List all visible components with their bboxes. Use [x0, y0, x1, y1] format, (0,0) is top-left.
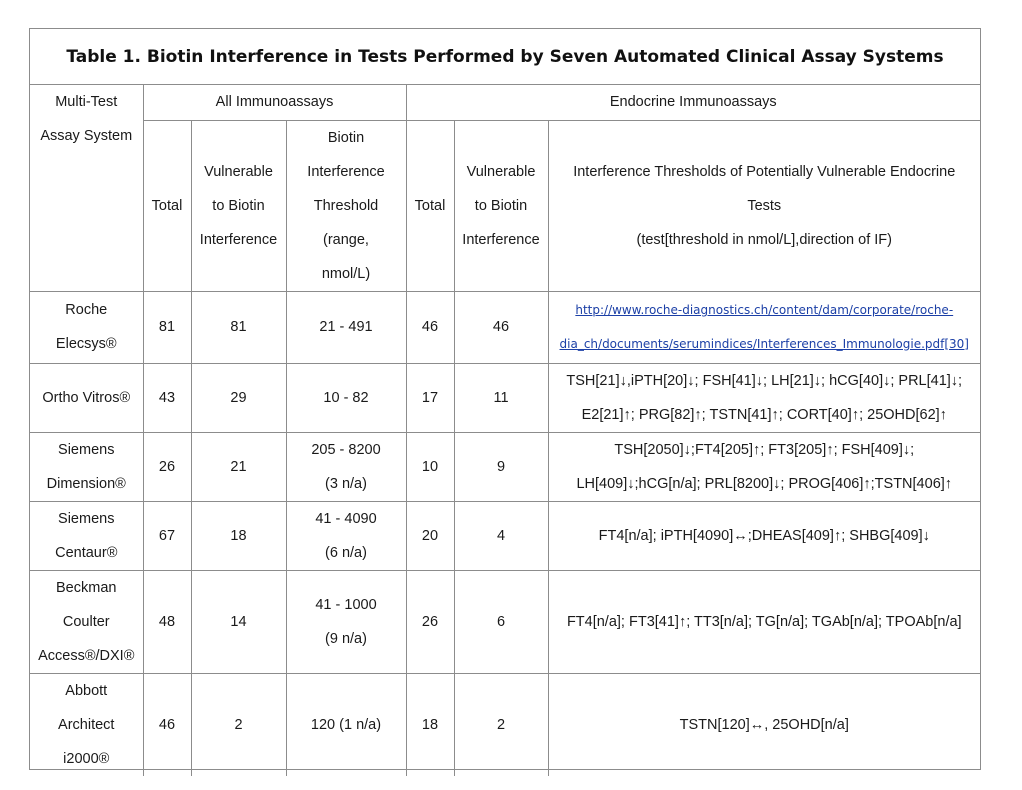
cell-endo-vulnerable: 9 [454, 432, 548, 501]
roche-link-line2[interactable]: dia_ch/documents/serumindices/Interferences_Immunologie.pdf[30] [559, 337, 969, 351]
cell-vulnerable: 18 [191, 501, 286, 570]
cell-endo-vulnerable: 11 [454, 363, 548, 432]
cell-endo-thresholds: FT4[n/a]; FT3[41]↑; TT3[n/a]; TG[n/a]; TGAb[n/a]; TPOAb[n/a] [548, 570, 980, 673]
cell-total: 46 [143, 673, 191, 776]
header-assay-system: Multi-Test Assay System [30, 85, 143, 291]
table-row [30, 570, 980, 673]
cell-threshold: 205 - 8200 (3 n/a) [286, 432, 406, 501]
cell-threshold: 21 - 491 [286, 291, 406, 363]
cell-threshold: 41 - 1000 (9 n/a) [286, 570, 406, 673]
header-endo-total: Total [406, 120, 454, 291]
cell-endo-total: 17 [406, 363, 454, 432]
header-vulnerable: Vulnerable to Biotin Interference [191, 120, 286, 291]
cell-total: 67 [143, 501, 191, 570]
cell-endo-thresholds: TSH[2050]↓;FT4[205]↑; FT3[205]↑; FSH[409]↓; LH[409]↓;hCG[n/a]; PRL[8200]↓; PROG[406]↑;TSTN[406]↑ [548, 432, 980, 501]
cell-threshold: 41 - 4090 (6 n/a) [286, 501, 406, 570]
cell-total: 48 [143, 570, 191, 673]
header-endocrine-immunoassays: Endocrine Immunoassays [406, 85, 980, 120]
cell-endo-total: 10 [406, 432, 454, 501]
table-title: Table 1. Biotin Interference in Tests Performed by Seven Automated Clinical Assay Systems [30, 29, 980, 85]
cell-endo-thresholds: TSTN[120]↔, 25OHD[n/a] [548, 673, 980, 776]
cell-vulnerable: 14 [191, 570, 286, 673]
cell-endo-vulnerable: 2 [454, 673, 548, 776]
cell-endo-thresholds [548, 291, 980, 363]
cell-vulnerable: 81 [191, 291, 286, 363]
cell-endo-total: 20 [406, 501, 454, 570]
cell-endo-total: 18 [406, 673, 454, 776]
cell-total: 43 [143, 363, 191, 432]
cell-endo-thresholds: FT4[n/a]; iPTH[4090]↔;DHEAS[409]↑; SHBG[409]↓ [548, 501, 980, 570]
cell-system: Ortho Vitros® [30, 363, 143, 432]
cell-total: 81 [143, 291, 191, 363]
cell-endo-vulnerable: 4 [454, 501, 548, 570]
cell-endo-total: 26 [406, 570, 454, 673]
cell-total: 26 [143, 432, 191, 501]
table-row [30, 673, 980, 776]
cell-system: Roche Elecsys® [30, 291, 143, 363]
header-all-immunoassays: All Immunoassays [143, 85, 406, 120]
cell-endo-thresholds: TSH[21]↓,iPTH[20]↓; FSH[41]↓; LH[21]↓; hCG[40]↓; PRL[41]↓; E2[21]↑; PRG[82]↑; TSTN[41]↑; CORT[40]↑; 25OHD[62]↑ [548, 363, 980, 432]
cell-endo-vulnerable: 6 [454, 570, 548, 673]
cell-threshold: 120 (1 n/a) [286, 673, 406, 776]
table-row [30, 501, 980, 570]
cell-vulnerable: 21 [191, 432, 286, 501]
table-row [30, 432, 980, 501]
header-endo-vulnerable: Vulnerable to Biotin Interference [454, 120, 548, 291]
cell-system: Beckman Coulter Access®/DXI® [30, 570, 143, 673]
cell-endo-total: 46 [406, 291, 454, 363]
table-row [30, 291, 980, 363]
header-total: Total [143, 120, 191, 291]
cell-system: Siemens Dimension® [30, 432, 143, 501]
biotin-table [30, 85, 980, 776]
table-row [30, 363, 980, 432]
header-endo-thresholds: Interference Thresholds of Potentially Vulnerable Endocrine Tests (test[threshold in nmol/L],direction of IF) [548, 120, 980, 291]
cell-vulnerable: 29 [191, 363, 286, 432]
header-threshold: Biotin Interference Threshold (range, nmol/L) [286, 120, 406, 291]
cell-endo-vulnerable: 46 [454, 291, 548, 363]
roche-link-line1[interactable]: http://www.roche-diagnostics.ch/content/dam/corporate/roche- [575, 303, 954, 317]
cell-vulnerable: 2 [191, 673, 286, 776]
cell-system: Siemens Centaur® [30, 501, 143, 570]
table-frame [29, 28, 981, 770]
cell-threshold: 10 - 82 [286, 363, 406, 432]
cell-system: Abbott Architect i2000® [30, 673, 143, 776]
